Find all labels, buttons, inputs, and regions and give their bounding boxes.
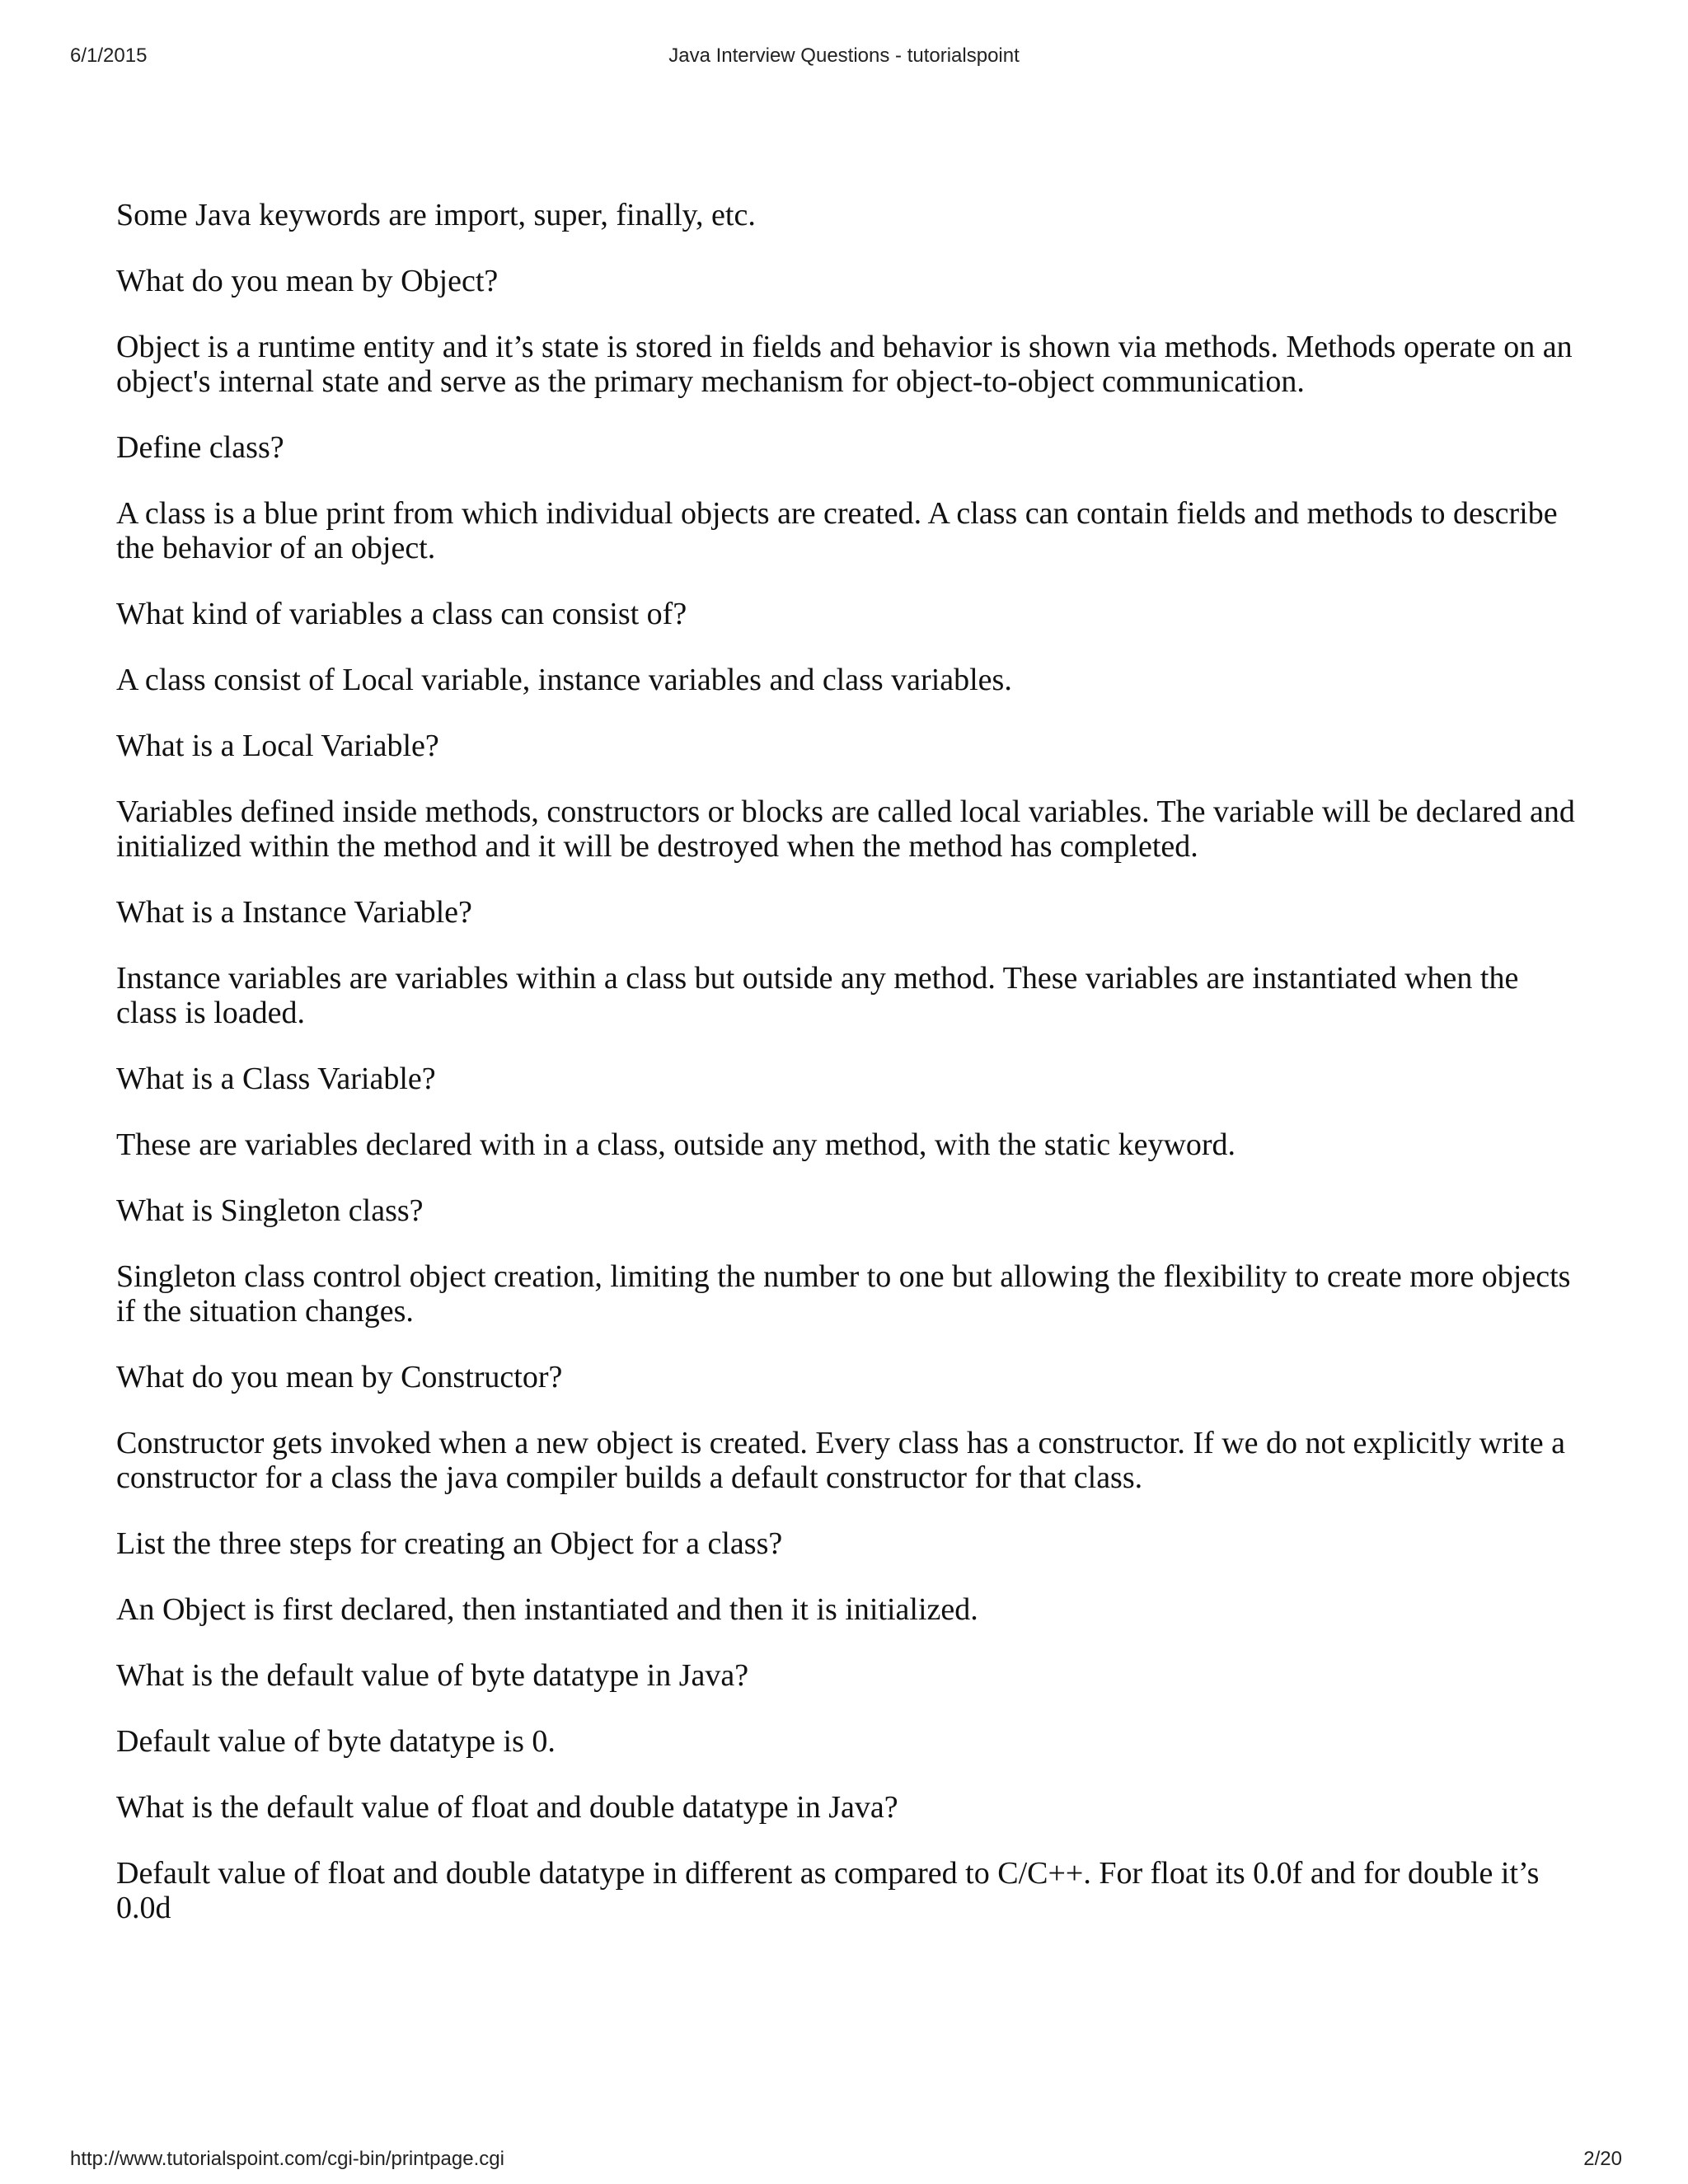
answer: These are variables declared with in a class, outside any method, with the static keyword. xyxy=(116,1127,1236,1162)
question: What is the default value of byte datatype in Java? xyxy=(116,1658,749,1693)
page-title: Java Interview Questions - tutorialspoint xyxy=(668,45,1020,67)
question: What do you mean by Object? xyxy=(116,264,499,298)
question: What is a Class Variable? xyxy=(116,1062,436,1096)
page-number: 2/20 xyxy=(1583,2148,1622,2170)
answer: Constructor gets invoked when a new object is created. Every class has a constructor. If we do not explicitly write a constructor for a class the java compiler builds a default constructor for that class. xyxy=(116,1426,1566,1495)
document-body xyxy=(116,198,1583,1957)
question: What is a Instance Variable? xyxy=(116,895,472,930)
question: What kind of variables a class can consist of? xyxy=(116,597,687,631)
answer: Variables defined inside methods, constructors or blocks are called local variables. The variable will be declared and initialized within the method and it will be destroyed when the method has completed. xyxy=(116,794,1575,864)
answer: An Object is first declared, then instantiated and then it is initialized. xyxy=(116,1592,978,1627)
question: What do you mean by Constructor? xyxy=(116,1360,563,1394)
question: What is Singleton class? xyxy=(116,1193,424,1228)
question: List the three steps for creating an Object for a class? xyxy=(116,1526,783,1561)
answer: A class is a blue print from which individual objects are created. A class can contain fields and methods to describe the behavior of an object. xyxy=(116,496,1558,565)
paragraph: Some Java keywords are import, super, finally, etc. xyxy=(116,198,756,232)
print-footer xyxy=(0,2143,1688,2176)
print-date: 6/1/2015 xyxy=(70,45,148,67)
answer: Default value of byte datatype is 0. xyxy=(116,1724,556,1759)
print-header xyxy=(0,40,1688,73)
question: What is a Local Variable? xyxy=(116,729,439,763)
answer: Instance variables are variables within a class but outside any method. These variables are instantiated when the class is loaded. xyxy=(116,961,1519,1030)
answer: Singleton class control object creation, limiting the number to one but allowing the flexibility to create more objects if the situation changes. xyxy=(116,1259,1571,1329)
answer: Object is a runtime entity and it’s state is stored in fields and behavior is shown via methods. Methods operate on an object's internal state and serve as the primary mechanism for object-to-object communication. xyxy=(116,330,1573,399)
question: Define class? xyxy=(116,430,284,465)
answer: Default value of float and double datatype in different as compared to C/C++. For float its 0.0f and for double it’s 0.0d xyxy=(116,1856,1540,1925)
source-url: http://www.tutorialspoint.com/cgi-bin/printpage.cgi xyxy=(70,2148,504,2170)
answer: A class consist of Local variable, instance variables and class variables. xyxy=(116,663,1012,697)
question: What is the default value of float and double datatype in Java? xyxy=(116,1790,898,1825)
